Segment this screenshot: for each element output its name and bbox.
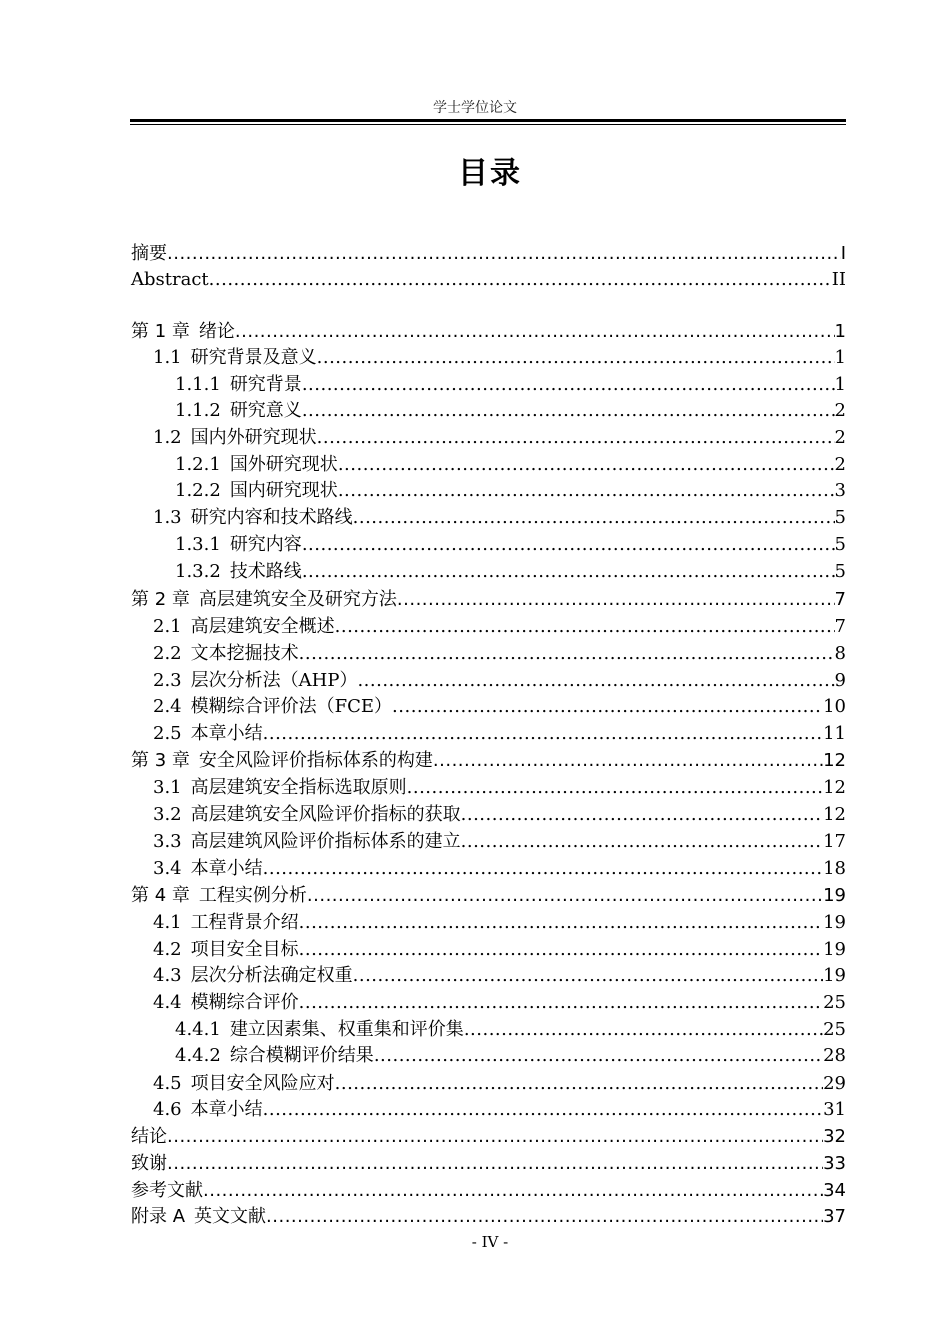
toc-number: 第 2 章 (131, 589, 190, 610)
toc-label: 致谢 (131, 1153, 167, 1174)
toc-label: 高层建筑安全概述 (190, 616, 335, 637)
toc-leader (263, 856, 823, 882)
toc-label: 高层建筑安全指标选取原则 (190, 777, 407, 798)
toc-entry-subsection[interactable] (175, 372, 846, 398)
toc-entry-section[interactable] (153, 990, 846, 1016)
toc-leader (433, 748, 823, 774)
toc-leader (353, 963, 823, 989)
toc-label: 国内研究现状 (229, 480, 338, 501)
toc-leader (263, 1097, 823, 1123)
toc-leader (167, 1151, 823, 1177)
toc-number: 4.5 (153, 1073, 182, 1094)
toc-page: 25 (823, 992, 846, 1013)
toc-label: 项目安全风险应对 (190, 1073, 335, 1094)
toc-entry-section[interactable] (153, 802, 846, 828)
toc-leader (357, 668, 834, 694)
toc-entry-chapter[interactable] (131, 587, 846, 613)
toc-label: 工程背景介绍 (190, 912, 299, 933)
toc-entry-chapter[interactable] (131, 883, 846, 909)
toc-leader (397, 587, 835, 613)
toc-entry-references[interactable] (131, 1178, 846, 1204)
toc-page: 5 (834, 534, 846, 555)
toc-page: 1 (834, 321, 846, 342)
toc-page: 2 (834, 454, 846, 475)
toc-entry-section[interactable] (153, 668, 846, 694)
toc-number: 3.2 (153, 804, 182, 825)
toc-label: 层次分析法确定权重 (190, 965, 353, 986)
toc-entry-section[interactable] (153, 505, 846, 531)
toc-label: 安全风险评价指标体系的构建 (198, 750, 433, 771)
toc-label: 项目安全目标 (190, 939, 299, 960)
toc-page: 12 (823, 777, 846, 798)
toc-label: 文本挖掘技术 (190, 643, 299, 664)
toc-leader (464, 1017, 823, 1043)
toc-number: 附录 A (131, 1206, 186, 1227)
toc-page: 31 (823, 1099, 846, 1120)
toc-leader (461, 829, 823, 855)
toc-number: 1.3.2 (175, 561, 221, 582)
toc-leader (338, 452, 835, 478)
toc-leader (203, 1178, 823, 1204)
toc-page: 12 (823, 804, 846, 825)
toc-entry-subsection[interactable] (175, 1043, 846, 1069)
toc-leader (335, 614, 835, 640)
toc-page: 11 (823, 723, 846, 744)
toc-leader (392, 694, 823, 720)
header-rule-thick (130, 119, 846, 122)
toc-leader (338, 478, 835, 504)
toc-entry-abstract-cn[interactable] (131, 241, 846, 267)
header-rule-thin (130, 124, 846, 125)
toc-label: 模糊综合评价法（FCE） (190, 696, 393, 717)
toc-label: 技术路线 (229, 561, 302, 582)
toc-number: 2.1 (153, 616, 182, 637)
toc-number: 4.4.1 (175, 1019, 221, 1040)
toc-number: 4.3 (153, 965, 182, 986)
toc-label: 英文文献 (194, 1206, 267, 1227)
toc-entry-section[interactable] (153, 614, 846, 640)
toc-entry-section[interactable] (153, 1071, 846, 1097)
toc-leader (263, 721, 823, 747)
toc-number: 2.5 (153, 723, 182, 744)
toc-entry-section[interactable] (153, 775, 846, 801)
toc-page: 25 (823, 1019, 846, 1040)
toc-entry-subsection[interactable] (175, 398, 846, 424)
toc-label: 本章小结 (190, 1099, 263, 1120)
toc-page: 2 (834, 400, 846, 421)
toc-number: 1.2 (153, 427, 182, 448)
toc-page: 19 (823, 885, 846, 906)
toc-number: 1.3 (153, 507, 182, 528)
toc-entry-appendix-a[interactable] (131, 1204, 846, 1230)
toc-label: 高层建筑安全及研究方法 (198, 589, 397, 610)
toc-entry-section[interactable] (153, 1097, 846, 1123)
toc-entry-abstract-en[interactable] (131, 267, 846, 293)
toc-leader (299, 910, 823, 936)
toc-label: 国内外研究现状 (190, 427, 317, 448)
toc-page: 7 (834, 589, 846, 610)
toc-label: 摘要 (131, 243, 167, 264)
toc-page: 12 (823, 750, 846, 771)
toc-page: 10 (823, 696, 846, 717)
toc-entry-chapter[interactable] (131, 748, 846, 774)
toc-number: 2.2 (153, 643, 182, 664)
toc-label: 高层建筑风险评价指标体系的建立 (190, 831, 461, 852)
toc-page: 5 (834, 507, 846, 528)
toc-entry-chapter[interactable] (131, 319, 846, 345)
toc-page: I (840, 243, 846, 264)
toc-entry-subsection[interactable] (175, 532, 846, 558)
toc-leader (307, 883, 823, 909)
toc-label: 研究意义 (229, 400, 302, 421)
toc-number: 4.2 (153, 939, 182, 960)
toc-label: 建立因素集、权重集和评价集 (229, 1019, 464, 1040)
toc-leader (235, 319, 835, 345)
toc-label: 层次分析法（AHP） (190, 670, 358, 691)
toc-number: 1.3.1 (175, 534, 221, 555)
toc-entry-acknowledgements[interactable] (131, 1151, 846, 1177)
toc-number: 2.3 (153, 670, 182, 691)
toc-page: 28 (823, 1045, 846, 1066)
toc-entry-section[interactable] (153, 910, 846, 936)
page-number: - IV - (471, 1233, 509, 1251)
toc-number: 1.1.2 (175, 400, 221, 421)
toc-number: 1.2.2 (175, 480, 221, 501)
page-title: 目录 (458, 156, 522, 191)
toc-label: 绪论 (198, 321, 235, 342)
toc-entry-section[interactable] (153, 856, 846, 882)
toc-number: 4.4.2 (175, 1045, 221, 1066)
toc-label: 参考文献 (131, 1180, 203, 1201)
toc-leader (302, 559, 835, 585)
toc-leader (302, 398, 835, 424)
toc-leader (461, 802, 823, 828)
toc-number: 第 3 章 (131, 750, 190, 771)
toc-entry-conclusion[interactable] (131, 1124, 846, 1150)
toc-page: 8 (834, 643, 846, 664)
toc-number: 4.6 (153, 1099, 182, 1120)
toc-number: 2.4 (153, 696, 182, 717)
toc-leader (407, 775, 823, 801)
toc-label: 模糊综合评价 (190, 992, 299, 1013)
toc-page: 19 (823, 912, 846, 933)
toc-leader (167, 1124, 823, 1150)
toc-entry-section[interactable] (153, 963, 846, 989)
toc-number: 第 4 章 (131, 885, 190, 906)
toc-label: 工程实例分析 (198, 885, 307, 906)
toc-label: 研究内容 (229, 534, 302, 555)
toc-page: 5 (834, 561, 846, 582)
toc-leader (374, 1043, 823, 1069)
toc-leader (299, 937, 823, 963)
toc-leader (299, 990, 823, 1016)
toc-leader (353, 505, 835, 531)
toc-label: 高层建筑安全风险评价指标的获取 (190, 804, 461, 825)
toc-page: 3 (834, 480, 846, 501)
toc-entry-section[interactable] (153, 425, 846, 451)
toc-entry-subsection[interactable] (175, 1017, 846, 1043)
toc-entry-subsection[interactable] (175, 478, 846, 504)
toc-entry-section[interactable] (153, 694, 846, 720)
toc-label: 研究内容和技术路线 (190, 507, 353, 528)
toc-page: 33 (823, 1153, 846, 1174)
toc-label: Abstract (131, 269, 209, 290)
toc-entry-section[interactable] (153, 721, 846, 747)
toc-number: 1.1.1 (175, 374, 221, 395)
toc-leader (209, 267, 832, 293)
toc-label: 综合模糊评价结果 (229, 1045, 374, 1066)
toc-number: 4.4 (153, 992, 182, 1013)
toc-label: 本章小结 (190, 723, 263, 744)
toc-leader (299, 641, 835, 667)
toc-number: 1.2.1 (175, 454, 221, 475)
toc-page: 1 (834, 347, 846, 368)
toc-page: 32 (823, 1126, 846, 1147)
toc-label: 研究背景及意义 (190, 347, 317, 368)
toc-entry-section[interactable] (153, 641, 846, 667)
toc-entry-section[interactable] (153, 829, 846, 855)
running-header: 学士学位论文 (433, 100, 517, 116)
toc-page: 37 (823, 1206, 846, 1227)
toc-page: 29 (823, 1073, 846, 1094)
toc-leader (266, 1204, 823, 1230)
toc-entry-subsection[interactable] (175, 559, 846, 585)
toc-leader (302, 532, 835, 558)
toc-page: 19 (823, 939, 846, 960)
toc-page: 9 (834, 670, 846, 691)
toc-leader (302, 372, 835, 398)
toc-page: II (831, 269, 846, 290)
toc-page: 2 (834, 427, 846, 448)
toc-label: 结论 (131, 1126, 167, 1147)
toc-leader (167, 241, 841, 267)
toc-number: 3.1 (153, 777, 182, 798)
toc-entry-subsection[interactable] (175, 452, 846, 478)
toc-label: 本章小结 (190, 858, 263, 879)
toc-label: 国外研究现状 (229, 454, 338, 475)
toc-page: 17 (823, 831, 846, 852)
toc-page: 34 (823, 1180, 846, 1201)
toc-page: 7 (834, 616, 846, 637)
toc-number: 1.1 (153, 347, 182, 368)
toc-page: 1 (834, 374, 846, 395)
toc-number: 第 1 章 (131, 321, 190, 342)
toc-leader (317, 345, 835, 371)
toc-leader (335, 1071, 823, 1097)
toc-page: 18 (823, 858, 846, 879)
toc-number: 3.3 (153, 831, 182, 852)
toc-number: 3.4 (153, 858, 182, 879)
toc-label: 研究背景 (229, 374, 302, 395)
toc-number: 4.1 (153, 912, 182, 933)
toc-page: 19 (823, 965, 846, 986)
toc-entry-section[interactable] (153, 937, 846, 963)
toc-entry-section[interactable] (153, 345, 846, 371)
toc-leader (317, 425, 835, 451)
